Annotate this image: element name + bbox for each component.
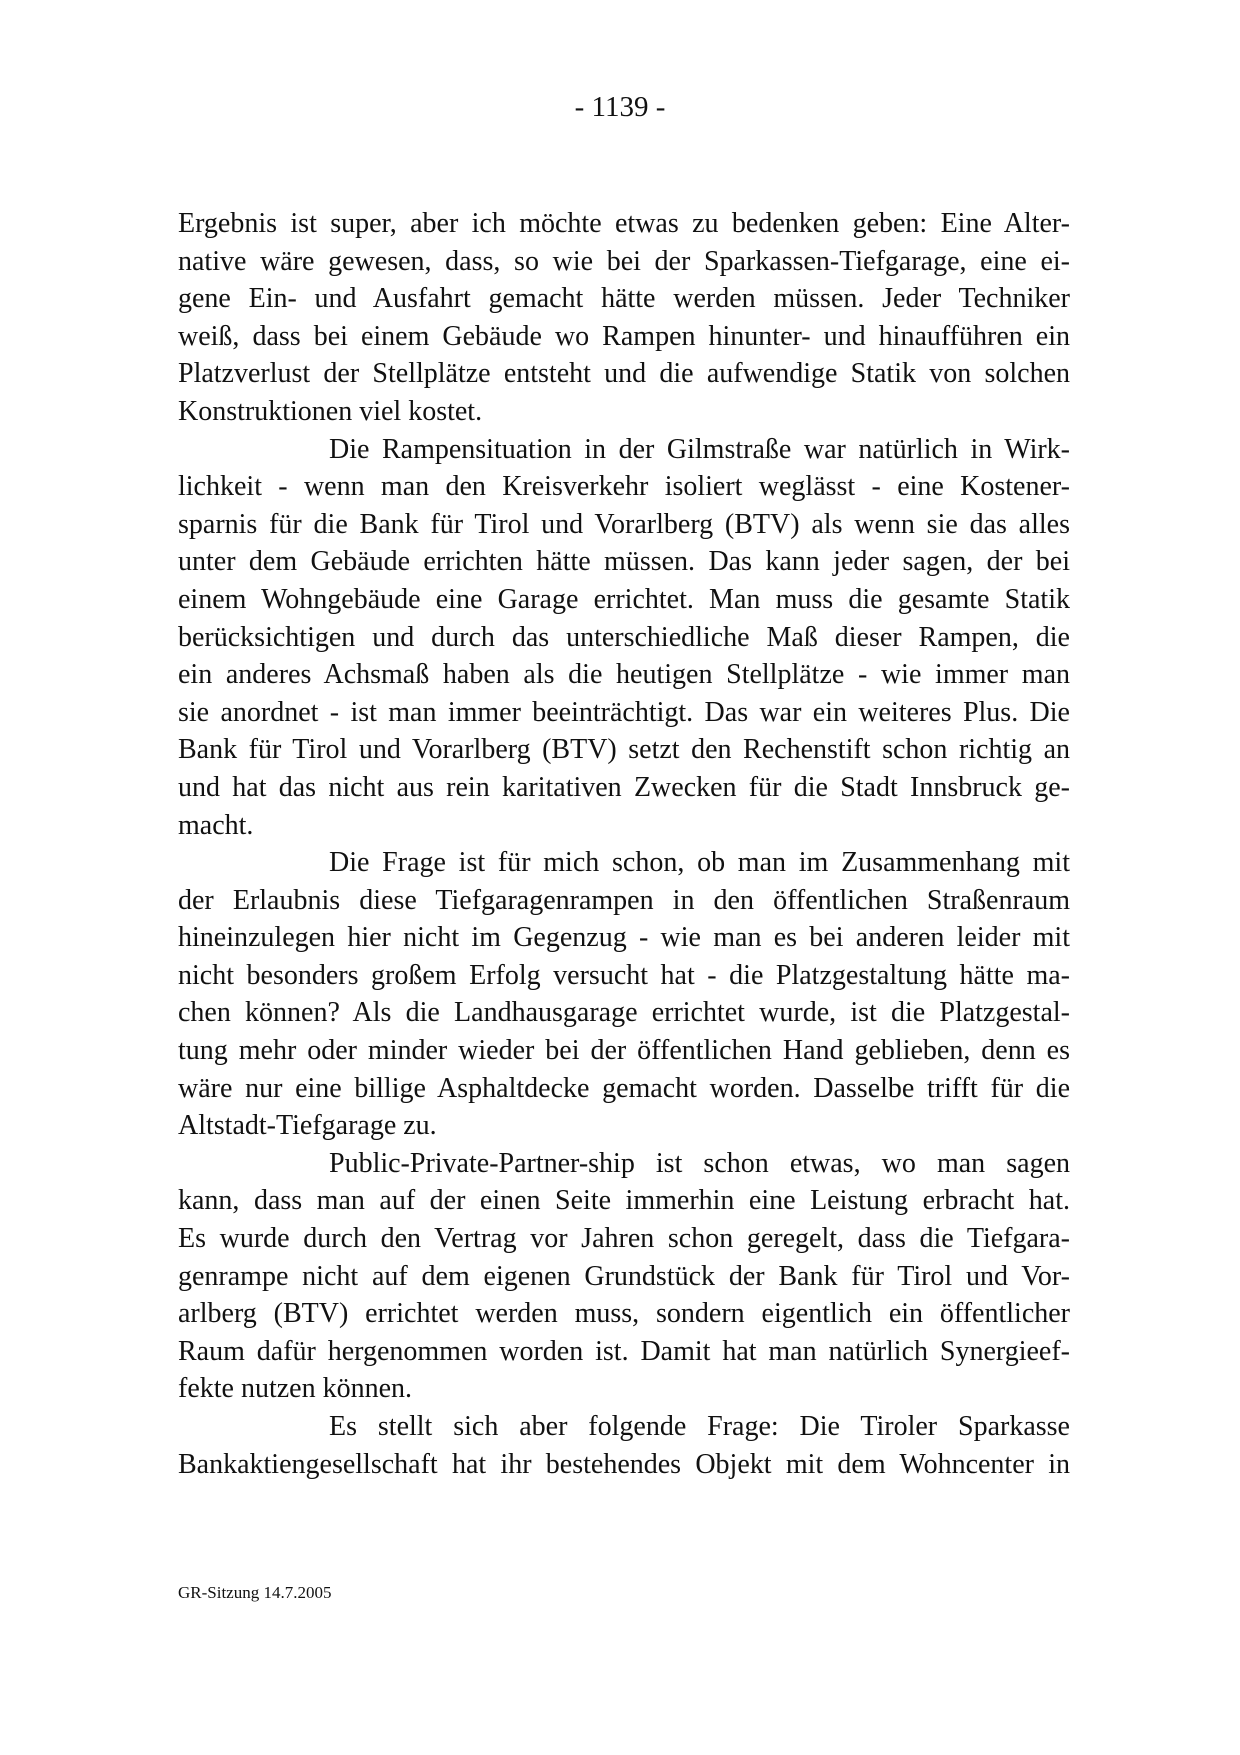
text-line: sparnis für die Bank für Tirol und Vorarlberg (BTV) als wenn sie das alles bbox=[178, 508, 1070, 540]
text-line: Die Rampensituation in der Gilmstraße war natürlich in Wirk- bbox=[329, 433, 1070, 465]
text-line: Raum dafür hergenommen worden ist. Damit hat man natürlich Synergieef- bbox=[178, 1335, 1070, 1367]
body-text bbox=[178, 205, 1070, 1483]
text-line: und hat das nicht aus rein karitativen Zwecken für die Stadt Innsbruck ge- bbox=[178, 771, 1070, 803]
text-line: wäre nur eine billige Asphaltdecke gemacht worden. Dasselbe trifft für die bbox=[178, 1072, 1070, 1104]
paragraph bbox=[178, 1145, 1070, 1408]
text-line: macht. bbox=[178, 809, 254, 841]
text-line: chen können? Als die Landhausgarage errichtet wurde, ist die Platzgestal- bbox=[178, 997, 1070, 1029]
text-line: lichkeit - wenn man den Kreisverkehr isoliert weglässt - eine Kostener- bbox=[178, 471, 1070, 503]
page-number: - 1139 - bbox=[574, 91, 666, 123]
paragraph bbox=[178, 844, 1070, 1145]
text-line: Es stellt sich aber folgende Frage: Die Tiroler Sparkasse bbox=[329, 1411, 1070, 1442]
text-line: gene Ein- und Ausfahrt gemacht hätte werden müssen. Jeder Techniker bbox=[178, 283, 1070, 315]
text-line: unter dem Gebäude errichten hätte müssen. Das kann jeder sagen, der bei bbox=[178, 546, 1070, 578]
text-line: Public-Private-Partner-ship ist schon etwas, wo man sagen bbox=[329, 1147, 1070, 1179]
text-line: der Erlaubnis diese Tiefgaragenrampen in den öffentlichen Straßenraum bbox=[178, 884, 1070, 916]
text-line: Platzverlust der Stellplätze entsteht und die aufwendige Statik von solchen bbox=[178, 358, 1070, 390]
page-footer: GR-Sitzung 14.7.2005 bbox=[178, 1583, 332, 1602]
text-line: genrampe nicht auf dem eigenen Grundstück der Bank für Tirol und Vor- bbox=[178, 1260, 1070, 1292]
text-line: sie anordnet - ist man immer beeinträchtigt. Das war ein weiteres Plus. Die bbox=[178, 696, 1070, 728]
text-line: Bankaktiengesellschaft hat ihr bestehendes Objekt mit dem Wohncenter in bbox=[178, 1448, 1070, 1480]
paragraph bbox=[178, 205, 1070, 431]
text-line: Ergebnis ist super, aber ich möchte etwas zu bedenken geben: Eine Alter- bbox=[178, 208, 1070, 239]
paragraph bbox=[178, 1408, 1070, 1483]
text-line: nicht besonders großem Erfolg versucht hat - die Platzgestaltung hätte ma- bbox=[178, 959, 1070, 991]
text-line: hineinzulegen hier nicht im Gegenzug - wie man es bei anderen leider mit bbox=[178, 922, 1070, 954]
text-line: berücksichtigen und durch das unterschiedliche Maß dieser Rampen, die bbox=[178, 621, 1070, 653]
text-line: Es wurde durch den Vertrag vor Jahren schon geregelt, dass die Tiefgara- bbox=[178, 1223, 1070, 1255]
paragraph bbox=[178, 431, 1070, 845]
text-line: ein anderes Achsmaß haben als die heutigen Stellplätze - wie immer man bbox=[178, 659, 1070, 691]
text-line: arlberg (BTV) errichtet werden muss, sondern eigentlich ein öffentlicher bbox=[178, 1298, 1070, 1330]
text-line: Konstruktionen viel kostet. bbox=[178, 395, 483, 427]
text-line: einem Wohngebäude eine Garage errichtet. Man muss die gesamte Statik bbox=[178, 583, 1070, 615]
text-line: native wäre gewesen, dass, so wie bei der Sparkassen-Tiefgarage, eine ei- bbox=[178, 245, 1070, 277]
text-line: Altstadt-Tiefgarage zu. bbox=[178, 1110, 437, 1142]
text-line: fekte nutzen können. bbox=[178, 1373, 413, 1405]
text-line: Bank für Tirol und Vorarlberg (BTV) setzt den Rechenstift schon richtig an bbox=[178, 734, 1070, 766]
text-line: weiß, dass bei einem Gebäude wo Rampen hinunter- und hinaufführen ein bbox=[178, 320, 1070, 352]
text-line: kann, dass man auf der einen Seite immerhin eine Leistung erbracht hat. bbox=[178, 1185, 1070, 1217]
text-line: tung mehr oder minder wieder bei der öffentlichen Hand geblieben, denn es bbox=[178, 1035, 1070, 1067]
text-line: Die Frage ist für mich schon, ob man im Zusammenhang mit bbox=[329, 847, 1070, 879]
